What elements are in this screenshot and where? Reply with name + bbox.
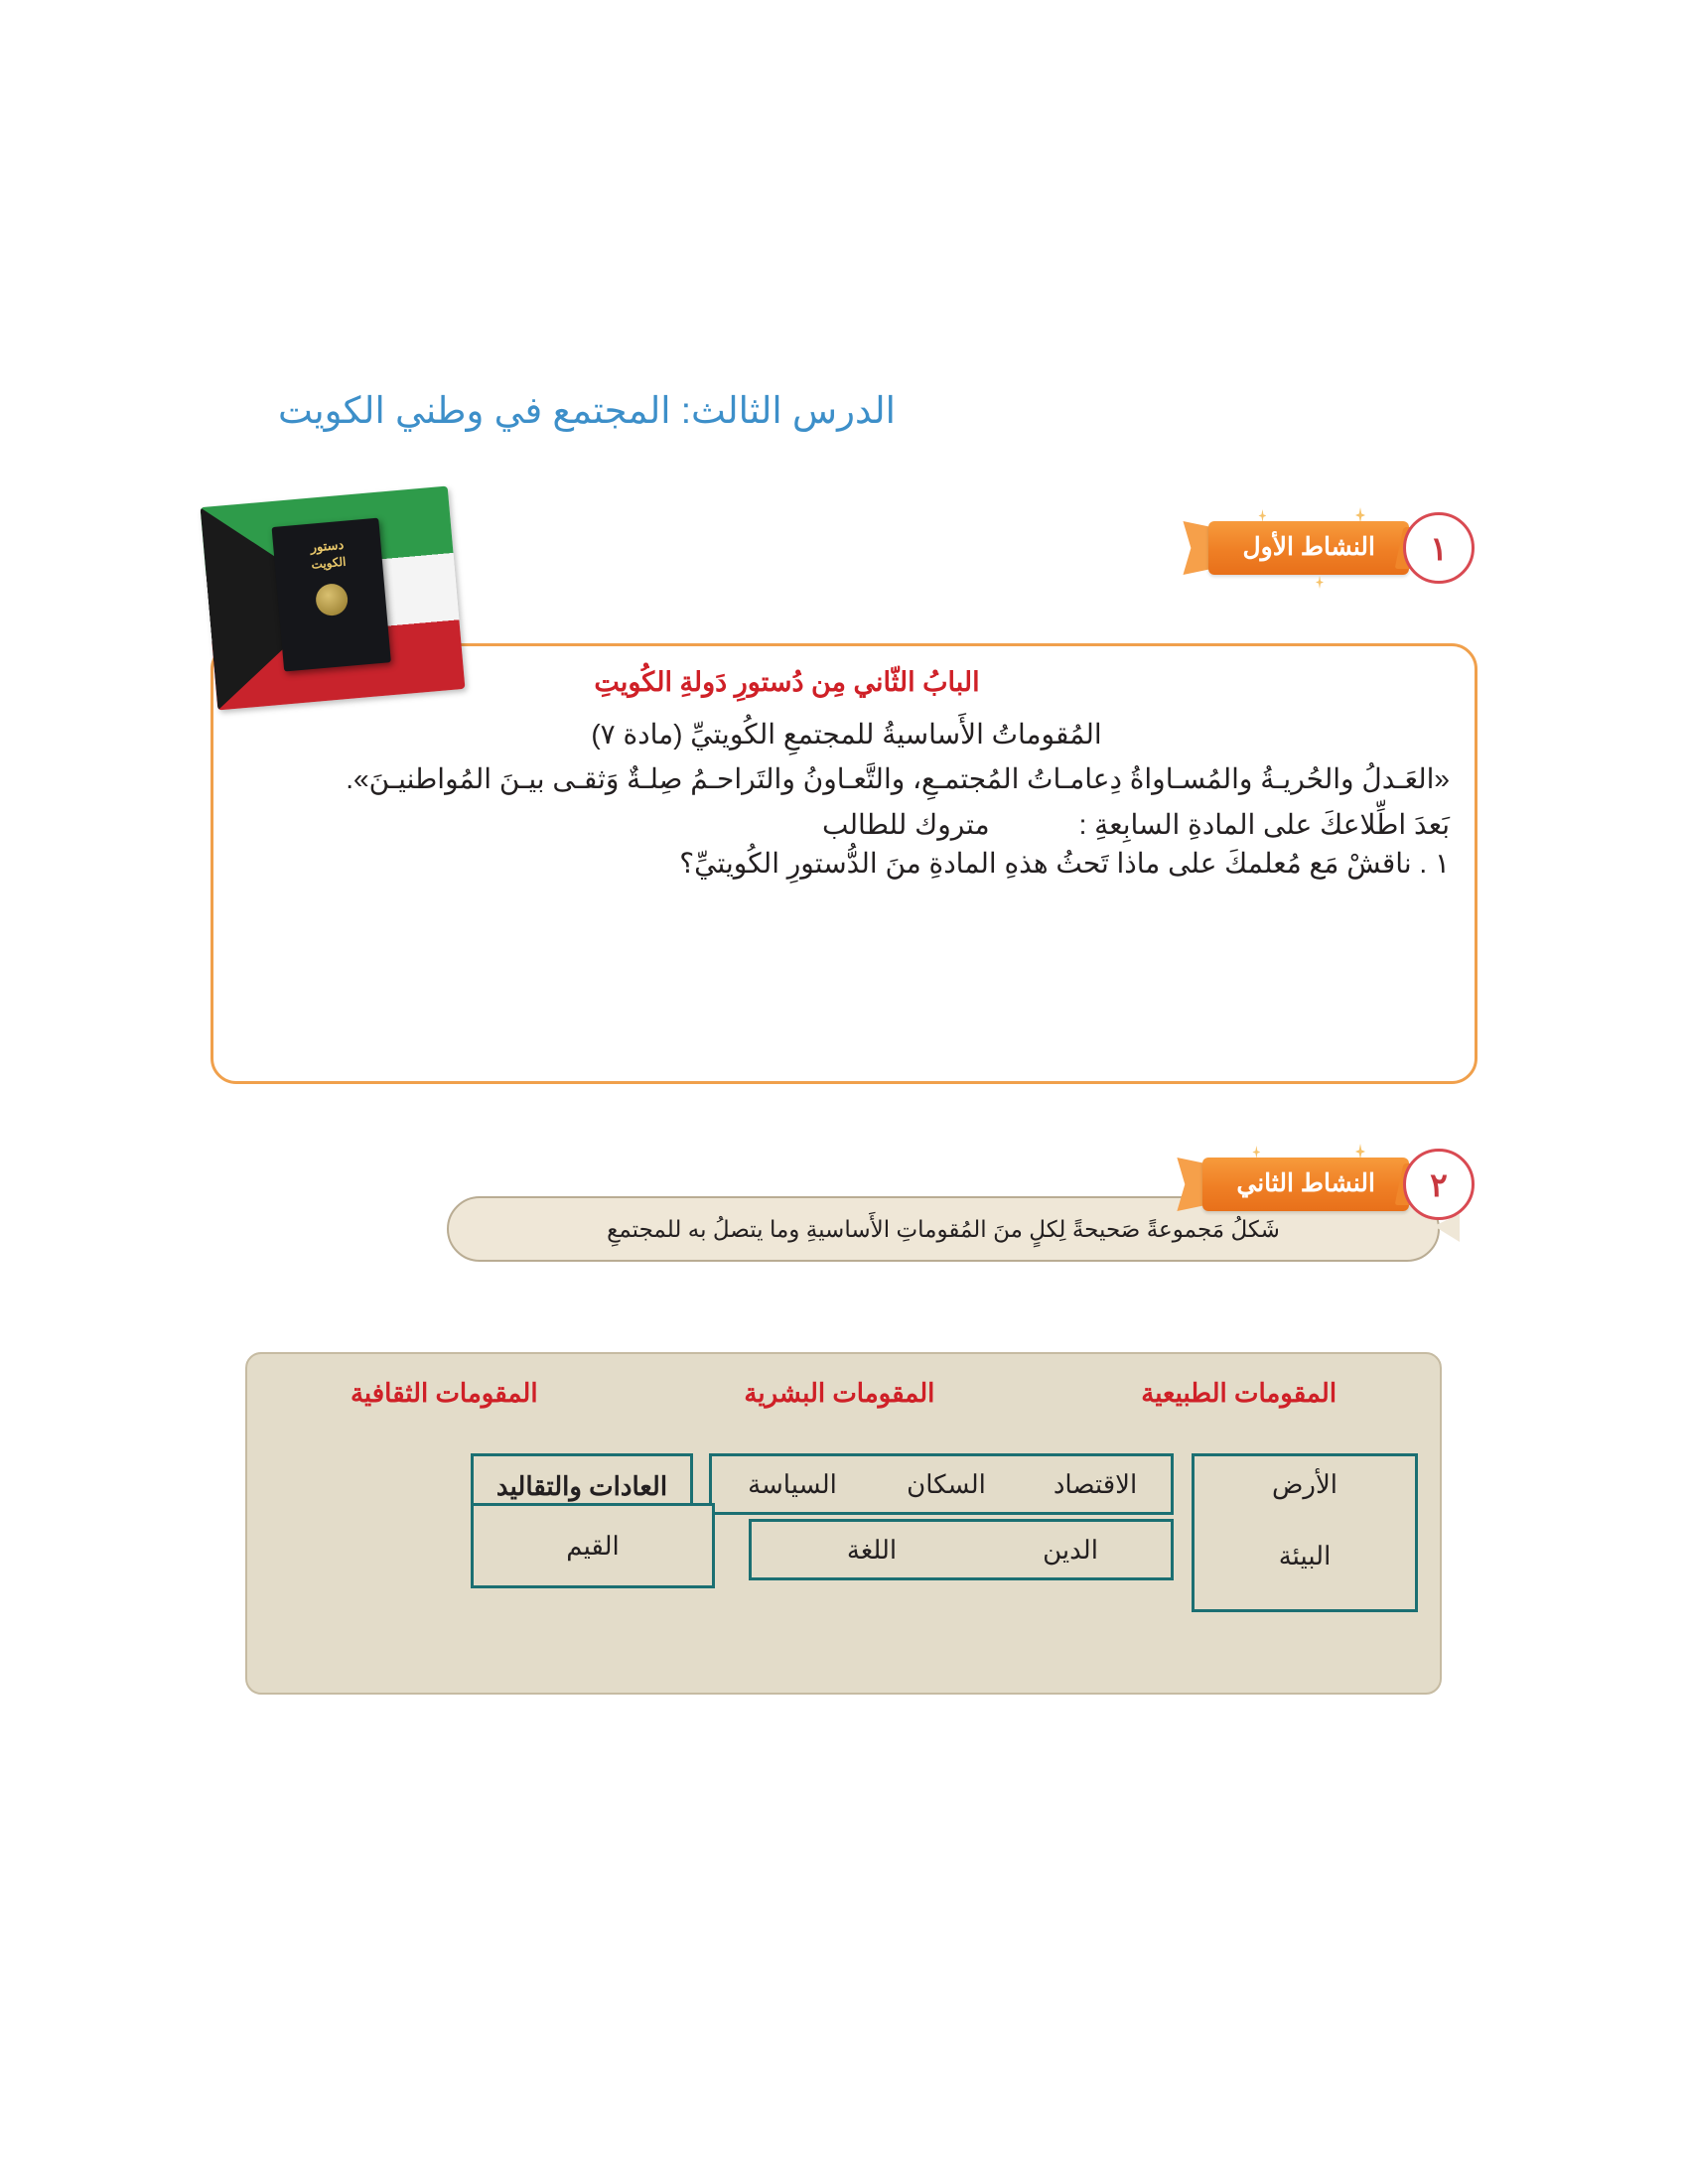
human-item-religion: الدين — [1043, 1534, 1098, 1565]
activity-2-number: ٢ — [1403, 1149, 1475, 1220]
page-title — [209, 389, 1479, 432]
book-title-line2: الكويت — [310, 554, 347, 572]
activity-1-header — [1208, 512, 1475, 584]
human-item-economy: الاقتصاد — [1053, 1468, 1138, 1499]
activity-1-quote: «العَـدلُ والحُريـةُ والمُسـاواةُ دِعامـاتُ المُجتمـعِ، والتَّعـاونُ والتَراحـمُ صِلـةٌ وَثقـى بيـنَ المُواطنيـنَ». — [346, 763, 1450, 795]
column-header-natural: المقومات الطبيعية — [1141, 1378, 1337, 1408]
activity-1-heading: البابُ الثّاني مِن دُستورِ دَولةِ الكُويتِ — [594, 667, 980, 697]
activity-1-ribbon-label: النشاط الأول — [1208, 521, 1409, 575]
activity-2-instruction-text: شَكلُ مَجموعةً صَحيحةً لِكلٍ منَ المُقوماتِ الأَساسيةِ وما يتصلُ به للمجتمعِ — [607, 1215, 1280, 1242]
activity-2-header — [1202, 1149, 1475, 1220]
activity-2-ribbon-label: النشاط الثاني — [1202, 1158, 1409, 1211]
activity-1-content — [243, 667, 1450, 880]
natural-item-environment: البيئة — [1278, 1540, 1332, 1570]
cultural-item-customs: العادات والتقاليد — [495, 1470, 668, 1501]
natural-item-land: الأرض — [1271, 1468, 1338, 1499]
sparkle-icon — [1316, 576, 1324, 589]
diagram-headers — [247, 1378, 1440, 1409]
lesson-title-text: الدرس الثالث: المجتمع في وطني الكويت — [278, 390, 896, 431]
human-item-politics: السياسة — [748, 1468, 837, 1499]
activity-1-prompt-row — [243, 808, 1450, 841]
human-item-population: السكان — [907, 1468, 986, 1499]
activity-1-number: ١ — [1403, 512, 1475, 584]
activity-1-prompt-answer: متروك للطالب — [822, 808, 990, 840]
components-diagram — [245, 1352, 1442, 1695]
column-header-human: المقومات البشرية — [744, 1378, 935, 1408]
activity-1-ribbon — [1208, 517, 1409, 579]
human-item-language: اللغة — [846, 1534, 898, 1565]
cultural-item-values: القيم — [566, 1530, 620, 1561]
constitution-photo — [201, 485, 466, 710]
kuwait-emblem-icon — [315, 583, 350, 617]
constitution-book-image — [272, 518, 391, 672]
activity-1-question: ١ . ناقشْ مَع مُعلمكَ على ماذا تَحثُ هذهِ المادةِ منَ الدُّستورِ الكُويتيِّ؟ — [679, 847, 1450, 879]
book-title-line1: دستور — [309, 536, 345, 555]
column-header-cultural: المقومات الثقافية — [350, 1378, 538, 1408]
activity-1-prompt-label: بَعدَ اطِّلاعكَ على المادةِ السابِعةِ : — [1078, 808, 1450, 840]
activity-2-ribbon — [1202, 1154, 1409, 1215]
activity-1-subheading: المُقوماتُ الأَساسيةُ للمجتمعِ الكُويتيِّ (مادة ٧) — [591, 719, 1102, 750]
